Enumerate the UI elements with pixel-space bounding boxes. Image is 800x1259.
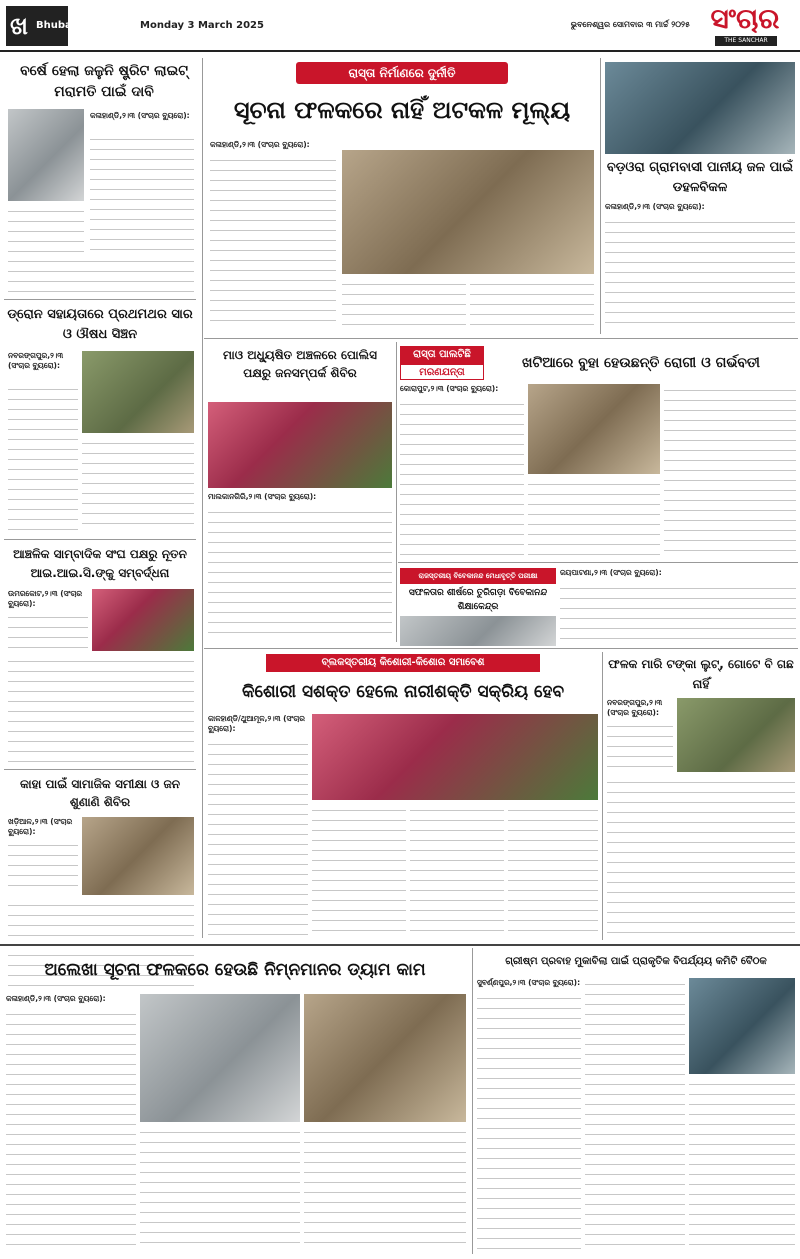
khatia-photo: [528, 384, 660, 474]
falak-photo: [677, 698, 795, 772]
khatia-kicker-2: ମରଣଯନ୍ତା: [400, 364, 484, 380]
drone-body-2: [82, 437, 194, 533]
khatia-body-3: [664, 384, 796, 556]
social-audit-headline: କାହା ପାଇଁ ସାମାଜିକ ସମୀକ୍ଷା ଓ ଜନ ଶୁଣାଣି ଶିବିର: [19, 777, 181, 809]
mao-story: [206, 342, 394, 642]
kishori-headline: କିଶୋରୀ ସଶକ୍ତ ହେଲେ ନାରୀଶକ୍ତି ସକ୍ରିୟ ହେବ: [241, 682, 565, 702]
lead-body-col2: [342, 278, 466, 330]
journalist-photo: [92, 589, 194, 651]
heat-headline: ଗ୍ରୀଷ୍ମ ପ୍ରବାହ ମୁକାବିଲା ପାଇଁ ପ୍ରାକୃତିକ ବିପର୍ଯ୍ୟୟ କମିଟି ବୈଠକ: [505, 956, 767, 967]
mao-photo: [208, 402, 392, 488]
brand-logo: ସଂଚାର: [710, 2, 780, 35]
dam-body-1: [6, 1008, 136, 1250]
lead-headline: ସୂଚନା ଫଳକରେ ନାହିଁ ଅଟକଳ ମୂଲ୍ୟ: [233, 96, 571, 124]
journalist-headline: ଆଞ୍ଚଳିକ ସାମ୍ବାଦିକ ସଂଘ ପକ୍ଷରୁ ନୂତନ ଆଇ.ଆଇ.ସି.ଙ୍କୁ ସମ୍ବର୍ଦ୍ଧନା: [13, 547, 187, 580]
drone-dateline: ନବରଙ୍ଗପୁର,୨।୩ (ସଂଚାର ବ୍ୟୁରୋ):: [8, 351, 64, 370]
column-rule: [396, 342, 397, 642]
divider: [4, 299, 196, 300]
heat-photo: [689, 978, 795, 1074]
column-rule: [600, 58, 601, 334]
dam-body-2: [140, 1126, 300, 1250]
page-number: ଖ: [10, 12, 28, 40]
khatia-body-1: [400, 398, 524, 556]
heat-dateline: ସୁବର୍ଣ୍ଣପୁର,୨।୩ (ସଂଚାର ବ୍ୟୁରୋ):: [477, 978, 581, 987]
social-audit-dateline: ଖଡ଼ିଆଳ,୨।୩ (ସଂଚାର ବ୍ୟୁରୋ):: [8, 817, 73, 836]
dam-photo-2: [304, 994, 466, 1122]
heat-body-3: [689, 1078, 795, 1250]
kishori-body-4: [508, 804, 598, 936]
kishori-photo: [312, 714, 598, 800]
masthead-odia-date: ଭୁବନେଶ୍ୱର ସୋମବାର ୩ ମାର୍ଚ୍ଚ ୨୦୨୫: [570, 20, 690, 29]
khatia-body-2: [528, 478, 660, 556]
journalist-body-2: [8, 655, 194, 765]
dam-story: [0, 948, 470, 1254]
kishori-kicker: ବ୍ଲକସ୍ତରୀୟ କିଶୋରୀ-କିଶୋର ସମାବେଶ: [266, 654, 540, 672]
khatia-story: [398, 342, 798, 560]
section-rule: [398, 562, 798, 563]
streetlight-body-2: [8, 205, 84, 253]
mao-headline: ମାଓ ଅଧ୍ୟୁଷିତ ଅଞ୍ଚଳରେ ପୋଲିସ ପକ୍ଷରୁ ଜନସମ୍ପର୍କ ଶିବିର: [223, 348, 377, 380]
streetlight-headline: ବର୍ଷେ ହେଲା ଜଳୁନି ଷ୍ଟ୍ରିଟ ଲାଇଟ୍ ମରାମତି ପାଇଁ ଦାବି: [20, 63, 188, 100]
dam-dateline: କଳାହାଣ୍ଡି,୨।୩ (ସଂଚାର ବ୍ୟୁରୋ):: [6, 994, 106, 1003]
falak-body-2: [607, 776, 795, 936]
khatia-dateline: କୋରାପୁଟ,୨।୩ (ସଂଚାର ବ୍ୟୁରୋ):: [400, 384, 499, 393]
column-rule: [602, 652, 603, 940]
divider: [4, 769, 196, 770]
masthead-rule: [0, 50, 800, 52]
school-dateline: ଜୟପାଟଣା,୨।୩ (ସଂଚାର ବ୍ୟୁରୋ):: [560, 568, 662, 577]
school-body: [560, 582, 796, 646]
section-rule: [204, 338, 798, 339]
school-photo: [400, 616, 556, 646]
falak-body-1: [607, 720, 673, 772]
column-rule: [202, 58, 203, 938]
masthead-date: Monday 3 March 2025: [140, 20, 264, 31]
streetlight-body-3: [8, 255, 194, 295]
kishori-story: [206, 652, 600, 940]
drone-photo: [82, 351, 194, 433]
falak-story: [605, 652, 797, 940]
mao-dateline: ମାଲକାନଗିରି,୨।୩ (ସଂଚାର ବ୍ୟୁରୋ):: [208, 492, 317, 501]
dam-headline: ଅଲେଖା ସୂଚନା ଫଳକରେ ହେଉଛି ନିମ୍ନମାନର ଡ୍ୟାମ କାମ: [44, 960, 426, 980]
dam-photo-1: [140, 994, 300, 1122]
drone-body: [8, 383, 78, 533]
brand-subtitle: THE SANCHAR: [715, 36, 777, 46]
khatia-kicker-1: ରାସ୍ତା ପାଲଟିଛି: [400, 346, 484, 364]
kishori-body-2: [312, 804, 406, 936]
khatia-headline: ଖଟିଆରେ ବୁହା ହେଉଛନ୍ତି ରୋଗୀ ଓ ଗର୍ଭବତୀ: [522, 355, 760, 371]
school-story: [398, 566, 798, 646]
social-audit-body: [8, 839, 78, 895]
lead-kicker: ରାସ୍ତା ନିର୍ମାଣରେ ଦୁର୍ନୀତି: [296, 62, 508, 84]
streetlight-dateline: କଳାହାଣ୍ଡି,୨।୩ (ସଂଚାର ବ୍ୟୁରୋ):: [90, 111, 190, 120]
kishori-dateline: କାଳହାଣ୍ଡି/ଥୁଆମୂଳ,୨।୩ (ସଂଚାର ବ୍ୟୁରୋ):: [208, 714, 305, 733]
lead-story: [206, 58, 598, 334]
lead-body-col3: [470, 278, 594, 330]
water-story: [603, 58, 797, 334]
lead-dateline: କଳାହାଣ୍ଡି,୨।୩ (ସଂଚାର ବ୍ୟୁରୋ):: [210, 140, 310, 149]
section-rule: [0, 944, 800, 946]
drone-headline: ଡ୍ରୋନ ସହାୟତାରେ ପ୍ରଥମଥର ସାର ଓ ଔଷଧ ସିଞ୍ଚନ: [7, 307, 193, 342]
heat-story: [475, 948, 797, 1254]
streetlight-body: [90, 133, 194, 253]
heat-body-1: [477, 992, 581, 1250]
mao-body: [208, 506, 392, 636]
section-rule: [204, 648, 798, 649]
school-kicker: ରାଜସ୍ତରୀୟ ବିବେକାନନ୍ଦ ମେଧାବୃତ୍ତି ପରୀକ୍ଷା: [400, 568, 556, 584]
water-dateline: କଳାହାଣ୍ଡି,୨।୩ (ସଂଚାର ବ୍ୟୁରୋ):: [605, 202, 705, 211]
school-headline: ସଫଳତାର ଶୀର୍ଷରେ ତୁରିଗଡ଼ା ବିବେକାନନ୍ଦ ଶିକ୍ଷାକେନ୍ଦ୍ର: [408, 588, 548, 612]
lead-photo: [342, 150, 594, 274]
dam-body-3: [304, 1126, 466, 1250]
falak-dateline: ନବରଙ୍ଗପୁର,୨।୩ (ସଂଚାର ବ୍ୟୁରୋ):: [607, 698, 663, 717]
masthead: [0, 0, 800, 52]
journalist-body: [8, 611, 88, 651]
journalist-dateline: ଉମରକୋଟ,୨।୩ (ସଂଚାର ବ୍ୟୁରୋ):: [8, 589, 83, 608]
kishori-body-3: [410, 804, 504, 936]
masthead-city: Bhubaneswar: [36, 20, 113, 31]
water-headline: ବଡ଼ଓରା ଗ୍ରାମବାସୀ ପାନୀୟ ଜଳ ପାଇଁ ଡହଳବିକଳ: [606, 160, 794, 195]
heat-body-2: [585, 978, 685, 1250]
lead-body-col1: [210, 154, 336, 330]
social-audit-photo: [82, 817, 194, 895]
column-rule: [472, 948, 473, 1254]
kishori-body-1: [208, 738, 308, 936]
divider: [4, 539, 196, 540]
falak-headline: ଫଳକ ମାରି ଟଙ୍କା ଲୁଟ୍, ଗୋଟେ ବି ଗଛ ନାହିଁ: [608, 657, 794, 691]
water-photo: [605, 62, 795, 154]
streetlight-photo: [8, 109, 84, 201]
water-body: [605, 216, 795, 330]
